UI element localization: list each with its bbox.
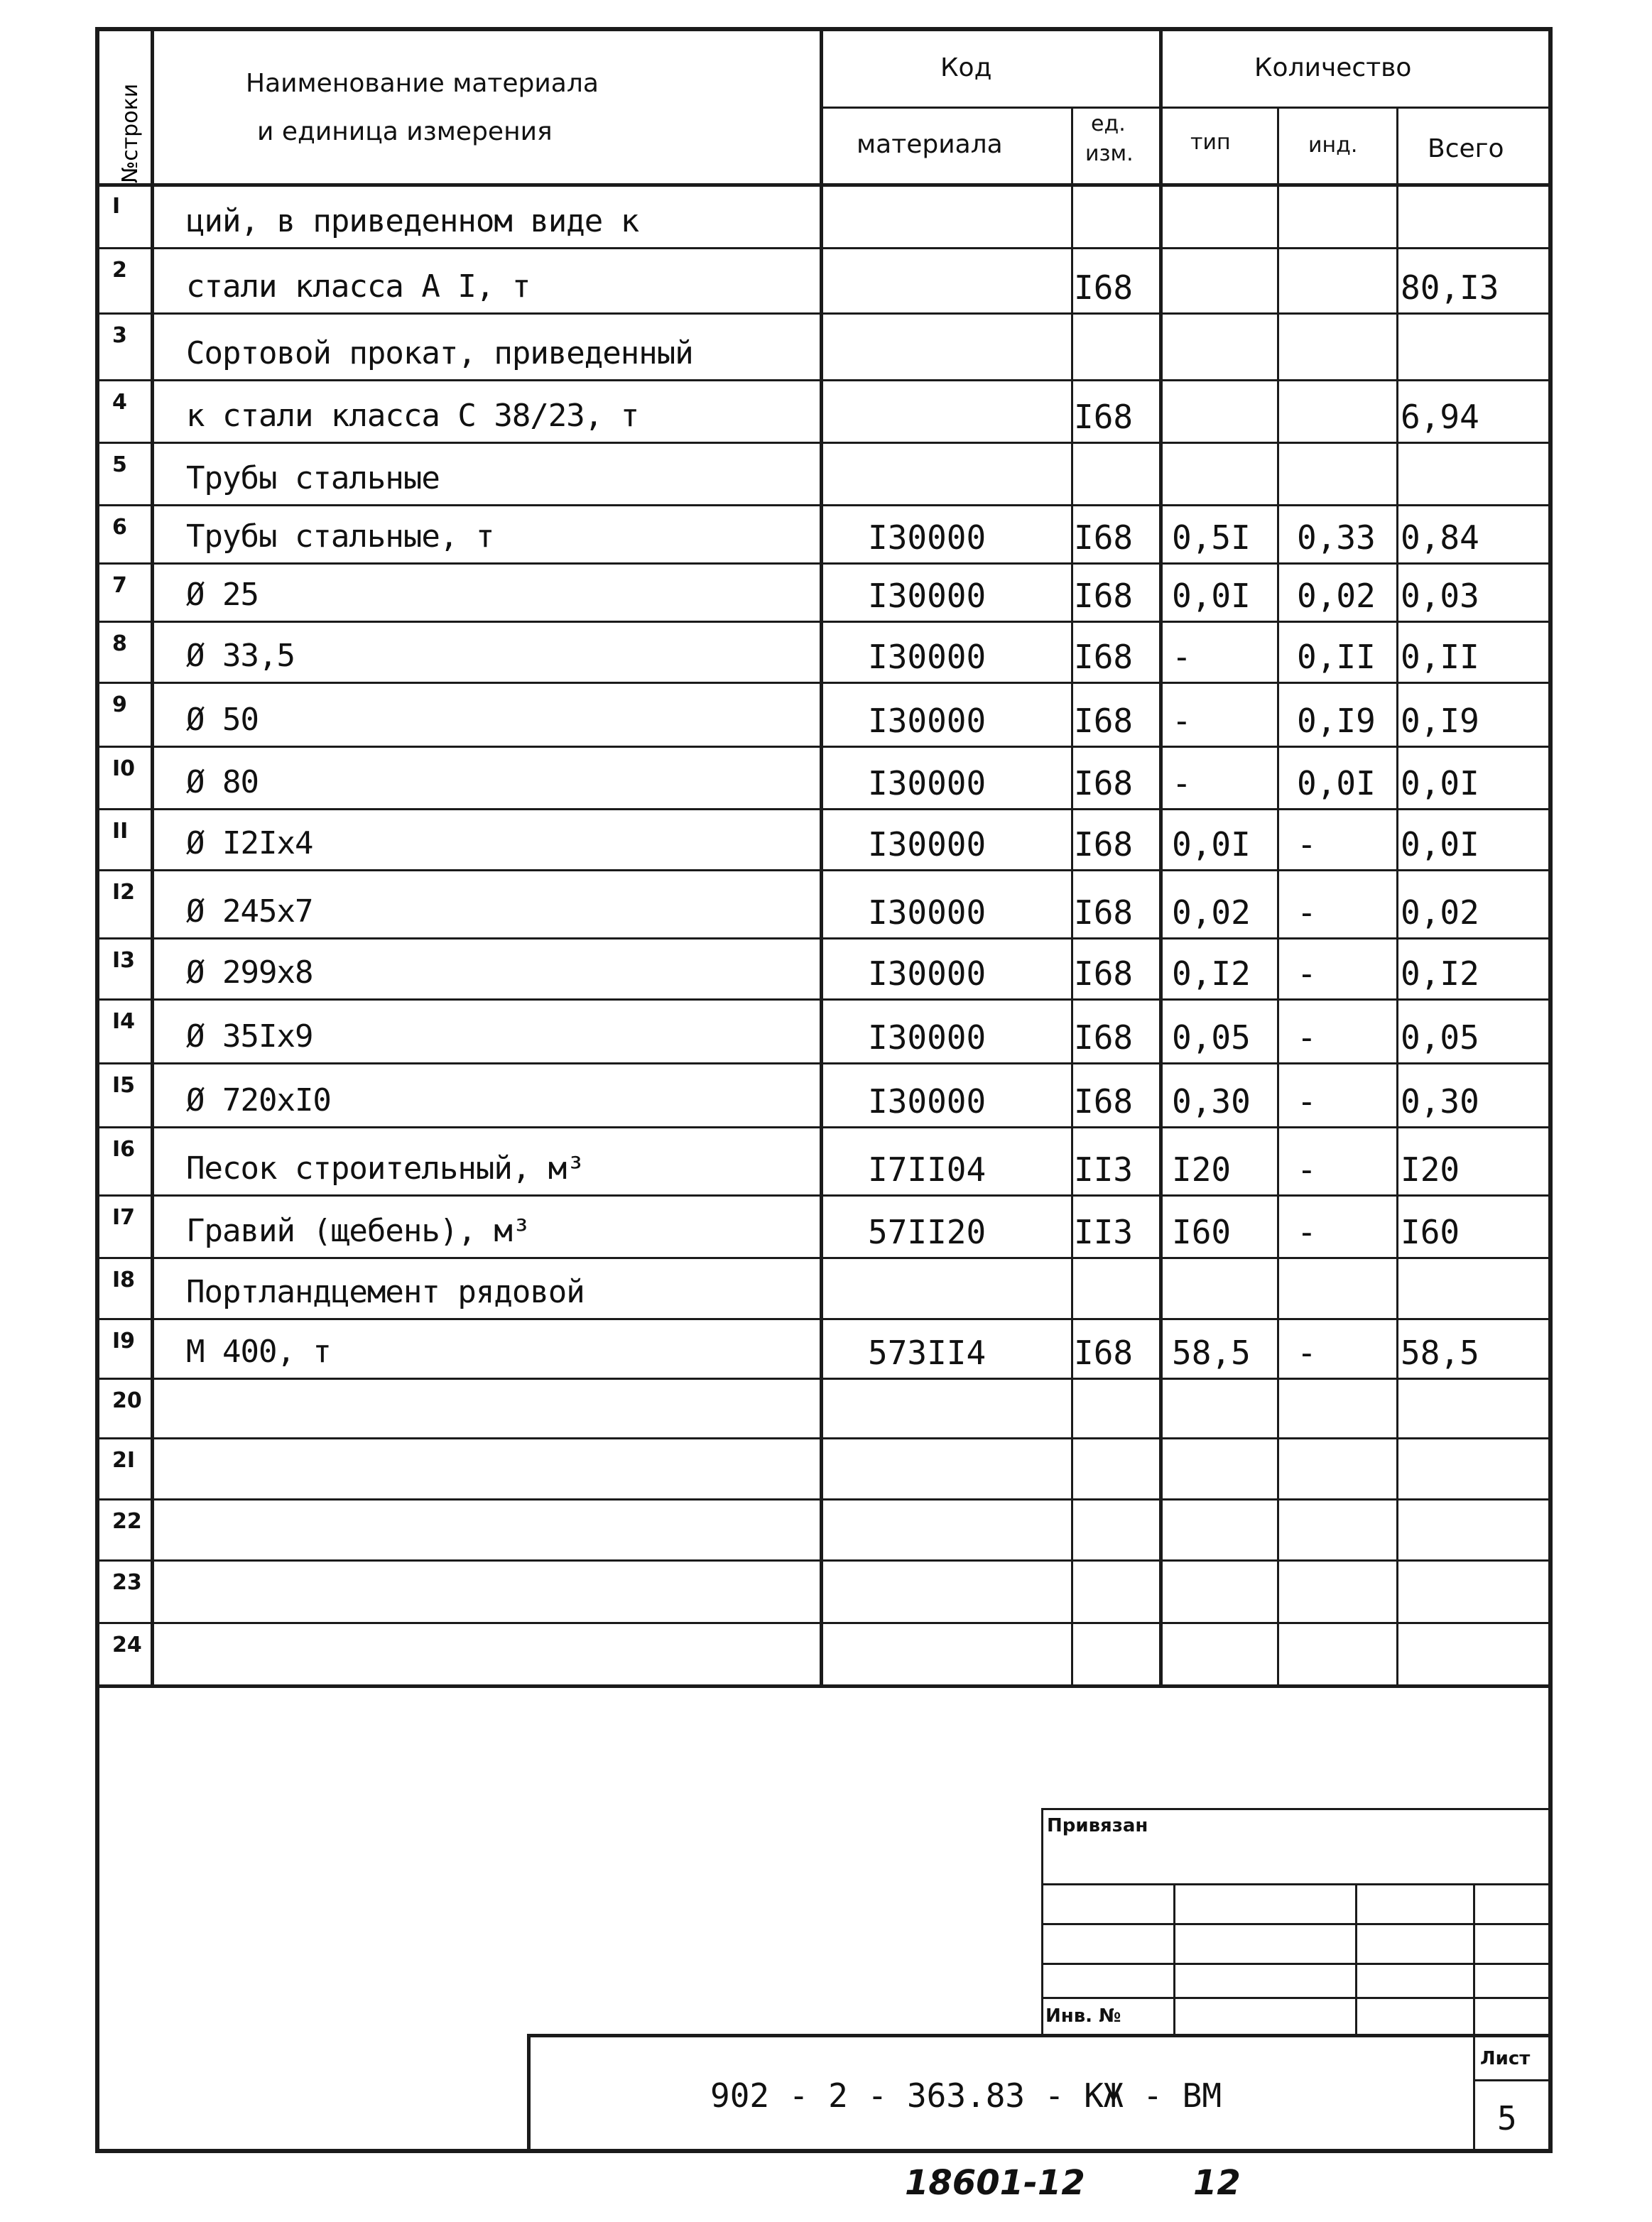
attached-label: Привязан xyxy=(1047,1815,1148,1836)
cell-n: 3 xyxy=(112,323,127,348)
cell-n: I0 xyxy=(112,756,136,781)
cell-unit: I68 xyxy=(1074,702,1134,740)
cell-typ: 0,30 xyxy=(1172,1082,1251,1121)
cell-unit: I68 xyxy=(1074,518,1134,557)
grid-line xyxy=(97,682,1551,684)
cell-ind: 0,02 xyxy=(1297,577,1376,615)
grid-line xyxy=(1473,2034,1475,2153)
grid-line xyxy=(1071,108,1073,1684)
cell-typ: 0,02 xyxy=(1172,893,1251,932)
cell-code: I30000 xyxy=(868,518,987,557)
cell-total: 0,I2 xyxy=(1401,954,1479,993)
grid-line xyxy=(97,808,1551,810)
cell-code: 573II4 xyxy=(868,1334,987,1372)
cell-ind: - xyxy=(1297,893,1317,932)
cell-unit: I68 xyxy=(1074,1082,1134,1121)
grid-line xyxy=(820,107,1551,109)
grid-line xyxy=(97,1622,1551,1624)
grid-line xyxy=(1041,1808,1553,1810)
cell-unit: I68 xyxy=(1074,1018,1134,1057)
grid-line xyxy=(97,183,1551,187)
cell-name: Ø 50 xyxy=(186,702,259,738)
grid-line xyxy=(97,1194,1551,1197)
cell-total: 0,05 xyxy=(1401,1018,1479,1057)
ind-header: инд. xyxy=(1308,133,1358,158)
cell-code: I30000 xyxy=(868,893,987,932)
cell-ind: - xyxy=(1297,1018,1317,1057)
cell-typ: 0,0I xyxy=(1172,825,1251,864)
cell-ind: - xyxy=(1297,954,1317,993)
cell-name: Ø 33,5 xyxy=(186,638,295,674)
cell-code: 57II20 xyxy=(868,1213,987,1251)
cell-unit: I68 xyxy=(1074,1334,1134,1372)
grid-line xyxy=(97,379,1551,381)
cell-n: 20 xyxy=(112,1388,142,1413)
grid-line xyxy=(1173,1883,1175,2035)
cell-unit: I68 xyxy=(1074,398,1134,436)
cell-name: Ø 35Ix9 xyxy=(186,1018,313,1055)
cell-n: I2 xyxy=(112,880,136,905)
cell-n: I6 xyxy=(112,1137,136,1162)
cell-n: 22 xyxy=(112,1509,142,1534)
cell-unit: I68 xyxy=(1074,825,1134,864)
cell-total: 0,02 xyxy=(1401,893,1479,932)
grid-line xyxy=(1041,1883,1553,1885)
grid-line xyxy=(820,28,823,1684)
handwritten-page: 12 xyxy=(1193,2163,1241,2203)
grid-line xyxy=(97,1257,1551,1259)
grid-line xyxy=(97,442,1551,444)
grid-line xyxy=(97,1062,1551,1064)
grid-line xyxy=(97,1684,1551,1688)
cell-total: 0,I9 xyxy=(1401,702,1479,740)
grid-line xyxy=(1041,1963,1553,1965)
cell-code: I30000 xyxy=(868,825,987,864)
cell-name: Трубы стальные xyxy=(186,460,440,496)
grid-line xyxy=(97,1559,1551,1562)
cell-unit: I68 xyxy=(1074,764,1134,802)
quantity-group-header: Количество xyxy=(1254,53,1412,82)
cell-code: I30000 xyxy=(868,764,987,802)
cell-name: Сортовой прокат, приведенный xyxy=(186,335,693,371)
cell-ind: 0,0I xyxy=(1297,764,1376,802)
grid-line xyxy=(97,504,1551,506)
cell-n: I xyxy=(112,194,121,219)
cell-typ: 0,05 xyxy=(1172,1018,1251,1057)
cell-ind: - xyxy=(1297,1082,1317,1121)
grid-line xyxy=(97,1318,1551,1320)
grid-line xyxy=(97,937,1551,940)
grid-line xyxy=(97,1498,1551,1501)
cell-name: Трубы стальные, т xyxy=(186,518,494,555)
grid-line xyxy=(97,869,1551,871)
cell-n: II xyxy=(112,819,129,844)
cell-ind: - xyxy=(1297,1213,1317,1251)
cell-n: I3 xyxy=(112,948,136,973)
cell-n: 24 xyxy=(112,1633,142,1657)
cell-n: I8 xyxy=(112,1268,136,1292)
cell-unit: II3 xyxy=(1074,1150,1134,1189)
grid-line xyxy=(1041,1923,1553,1925)
cell-ind: 0,I9 xyxy=(1297,702,1376,740)
cell-total: 0,II xyxy=(1401,638,1479,676)
grid-line xyxy=(151,28,154,1684)
cell-n: I4 xyxy=(112,1009,136,1034)
cell-unit: I68 xyxy=(1074,893,1134,932)
grid-line xyxy=(97,746,1551,748)
cell-name: Ø I2Ix4 xyxy=(186,825,313,861)
cell-total: I20 xyxy=(1401,1150,1460,1189)
cell-unit: I68 xyxy=(1074,638,1134,676)
cell-name: Портландцемент рядовой xyxy=(186,1274,585,1310)
document-code: 902 - 2 - 363.83 - КЖ - ВМ xyxy=(710,2076,1222,2115)
cell-n: 2I xyxy=(112,1448,136,1473)
cell-unit: I68 xyxy=(1074,577,1134,615)
cell-typ: 0,0I xyxy=(1172,577,1251,615)
name-header-line2: и единица измерения xyxy=(257,117,553,146)
grid-line xyxy=(1396,108,1398,1684)
cell-total: 0,0I xyxy=(1401,825,1479,864)
grid-line xyxy=(1473,2079,1553,2081)
cell-total: 58,5 xyxy=(1401,1334,1479,1372)
cell-total: 0,30 xyxy=(1401,1082,1479,1121)
cell-ind: - xyxy=(1297,825,1317,864)
typ-header: тип xyxy=(1190,130,1231,155)
cell-unit: II3 xyxy=(1074,1213,1134,1251)
cell-n: I7 xyxy=(112,1205,136,1230)
cell-typ: I20 xyxy=(1172,1150,1232,1189)
cell-n: 2 xyxy=(112,258,127,283)
cell-name: Ø 299x8 xyxy=(186,954,313,991)
grid-line xyxy=(97,1437,1551,1439)
cell-name: Гравий (щебень), м³ xyxy=(186,1213,531,1249)
cell-code: I30000 xyxy=(868,954,987,993)
grid-line xyxy=(1277,108,1279,1684)
cell-n: 6 xyxy=(112,515,127,540)
grid-line xyxy=(1041,1997,1553,1999)
cell-name: М 400, т xyxy=(186,1334,331,1370)
cell-n: 4 xyxy=(112,390,127,415)
grid-line xyxy=(1473,1883,1475,2035)
cell-ind: 0,33 xyxy=(1297,518,1376,557)
cell-n: 8 xyxy=(112,631,127,656)
total-header: Всего xyxy=(1428,134,1504,163)
cell-name: к стали класса С 38/23, т xyxy=(186,398,639,434)
grid-line xyxy=(97,1126,1551,1128)
cell-n: I9 xyxy=(112,1329,136,1354)
grid-line xyxy=(527,2034,531,2153)
cell-unit: I68 xyxy=(1074,268,1134,307)
cell-ind: - xyxy=(1297,1334,1317,1372)
cell-code: I30000 xyxy=(868,1018,987,1057)
grid-line xyxy=(97,621,1551,623)
cell-n: 9 xyxy=(112,692,127,717)
unit-header-line1: ед. xyxy=(1091,111,1126,136)
cell-code: I7II04 xyxy=(868,1150,987,1189)
cell-ind: 0,II xyxy=(1297,638,1376,676)
cell-code: I30000 xyxy=(868,638,987,676)
handwritten-number: 18601-12 xyxy=(905,2163,1085,2203)
cell-typ: I60 xyxy=(1172,1213,1232,1251)
row-number-header: №строки xyxy=(118,83,143,183)
grid-line xyxy=(527,2034,1553,2037)
code-group-header: Код xyxy=(940,53,992,82)
name-header-line1: Наименование материала xyxy=(246,69,599,98)
grid-line xyxy=(97,247,1551,249)
grid-line xyxy=(97,312,1551,315)
grid-line xyxy=(1159,28,1163,1684)
cell-n: 5 xyxy=(112,452,127,477)
cell-unit: I68 xyxy=(1074,954,1134,993)
cell-n: I5 xyxy=(112,1073,136,1098)
cell-typ: 0,5I xyxy=(1172,518,1251,557)
cell-n: 23 xyxy=(112,1570,142,1595)
cell-total: 80,I3 xyxy=(1401,268,1499,307)
cell-name: стали класса А I, т xyxy=(186,268,531,305)
sheet-number: 5 xyxy=(1497,2099,1517,2137)
grid-line xyxy=(97,562,1551,565)
inventory-number-label: Инв. № xyxy=(1045,2005,1121,2027)
cell-name: Ø 80 xyxy=(186,764,259,800)
cell-total: 6,94 xyxy=(1401,398,1479,436)
cell-name: Ø 720xI0 xyxy=(186,1082,331,1118)
cell-code: I30000 xyxy=(868,577,987,615)
cell-typ: - xyxy=(1172,638,1192,676)
cell-name: Ø 25 xyxy=(186,577,259,613)
sheet-label: Лист xyxy=(1480,2048,1531,2069)
cell-name: ций, в приведенном виде к xyxy=(186,203,639,239)
cell-typ: - xyxy=(1172,702,1192,740)
unit-header-line2: изм. xyxy=(1085,141,1134,166)
cell-code: I30000 xyxy=(868,1082,987,1121)
cell-code: I30000 xyxy=(868,702,987,740)
cell-ind: - xyxy=(1297,1150,1317,1189)
grid-line xyxy=(1041,1808,1043,2035)
cell-total: 0,84 xyxy=(1401,518,1479,557)
grid-line xyxy=(97,998,1551,1001)
grid-line xyxy=(1355,1883,1357,2035)
material-code-header: материала xyxy=(857,130,1003,159)
cell-typ: 58,5 xyxy=(1172,1334,1251,1372)
cell-total: 0,03 xyxy=(1401,577,1479,615)
cell-total: 0,0I xyxy=(1401,764,1479,802)
cell-name: Ø 245x7 xyxy=(186,893,313,930)
cell-name: Песок строительный, м³ xyxy=(186,1150,585,1187)
cell-typ: 0,I2 xyxy=(1172,954,1251,993)
cell-n: 7 xyxy=(112,573,127,598)
grid-line xyxy=(97,1378,1551,1380)
cell-typ: - xyxy=(1172,764,1192,802)
cell-total: I60 xyxy=(1401,1213,1460,1251)
